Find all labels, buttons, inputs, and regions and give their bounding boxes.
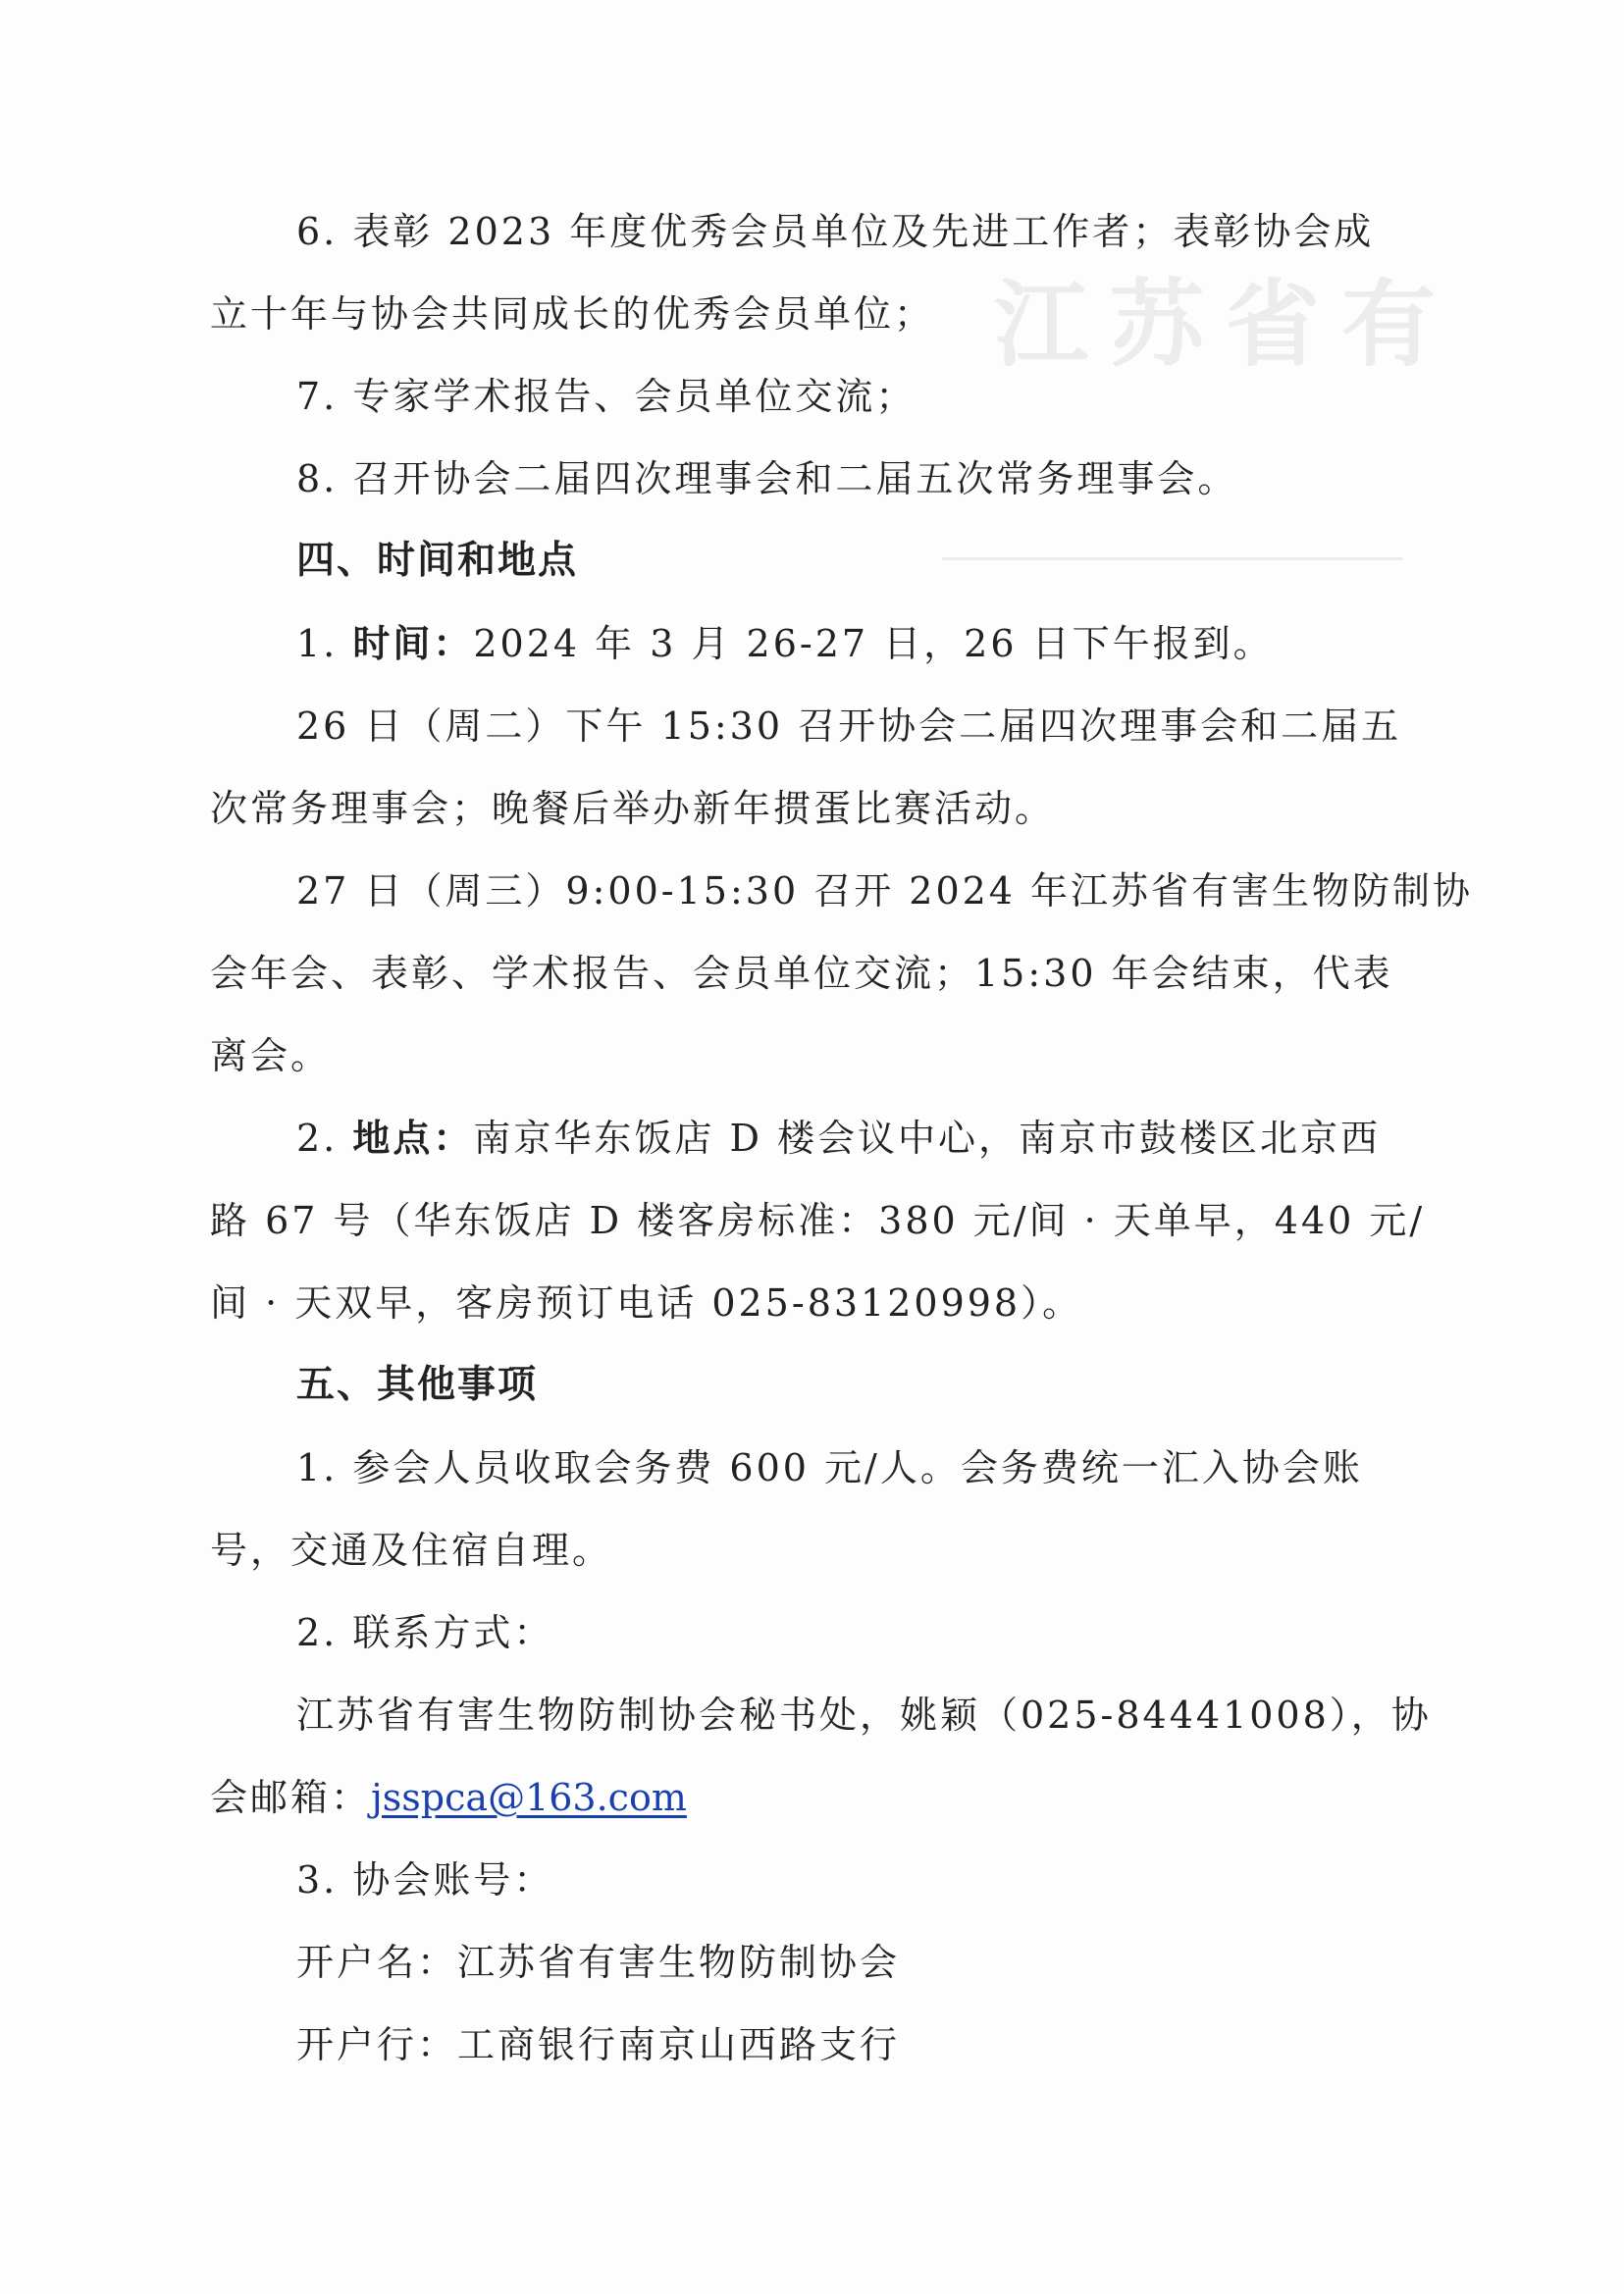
time-value: 2024 年 3 月 26-27 日，26 日下午报到。 bbox=[473, 622, 1274, 665]
location-line-3: 间 · 天双早，客房预订电话 025-83120998）。 bbox=[210, 1281, 1083, 1325]
location-line-1 bbox=[296, 1115, 1381, 1162]
time-line bbox=[296, 620, 1274, 667]
day-26-line-2: 次常务理事会；晚餐后举办新年掼蛋比赛活动。 bbox=[210, 787, 1056, 830]
location-line-2: 路 67 号（华东饭店 D 楼客房标准：380 元/间 · 天单早，440 元/ bbox=[210, 1199, 1426, 1242]
fee-line-2: 号，交通及住宿自理。 bbox=[210, 1529, 613, 1572]
day-27-line-1: 27 日（周三）9:00-15:30 召开 2024 年江苏省有害生物防制协 bbox=[296, 869, 1474, 912]
email-link[interactable]: jsspca@163.com bbox=[371, 1776, 687, 1819]
day-26-line-1: 26 日（周二）下午 15:30 召开协会二届四次理事会和二届五 bbox=[296, 704, 1402, 748]
item-6-line-1: 6. 表彰 2023 年度优秀会员单位及先进工作者；表彰协会成 bbox=[296, 210, 1375, 253]
account-label: 3. 协会账号： bbox=[296, 1858, 554, 1902]
contact-line-1: 江苏省有害生物防制协会秘书处，姚颖（025-84441008），协 bbox=[296, 1694, 1432, 1737]
email-prefix: 会邮箱： bbox=[210, 1776, 372, 1819]
account-bank: 开户行：工商银行南京山西路支行 bbox=[296, 2023, 901, 2066]
item-6-line-2: 立十年与协会共同成长的优秀会员单位； bbox=[210, 292, 935, 336]
location-prefix: 2. bbox=[296, 1117, 353, 1160]
section-4-heading: 四、时间和地点 bbox=[296, 539, 579, 583]
bleed-through-title: 江苏省有 bbox=[994, 269, 1457, 380]
day-27-line-3: 离会。 bbox=[210, 1034, 332, 1077]
email-line bbox=[210, 1774, 687, 1821]
bleed-through-rule bbox=[942, 557, 1403, 560]
account-name: 开户名：江苏省有害生物防制协会 bbox=[296, 1941, 901, 1984]
item-7: 7. 专家学术报告、会员单位交流； bbox=[296, 375, 917, 418]
item-8: 8. 召开协会二届四次理事会和二届五次常务理事会。 bbox=[296, 457, 1238, 500]
location-value: 南京华东饭店 D 楼会议中心，南京市鼓楼区北京西 bbox=[473, 1117, 1381, 1160]
location-label: 地点： bbox=[352, 1116, 474, 1160]
contact-label: 2. 联系方式： bbox=[296, 1611, 554, 1654]
time-label: 时间： bbox=[352, 621, 474, 665]
time-prefix: 1. bbox=[296, 622, 353, 665]
section-5-heading: 五、其他事项 bbox=[296, 1363, 539, 1407]
day-27-line-2: 会年会、表彰、学术报告、会员单位交流；15:30 年会结束，代表 bbox=[210, 952, 1393, 995]
fee-line-1: 1. 参会人员收取会务费 600 元/人。会务费统一汇入协会账 bbox=[296, 1446, 1363, 1489]
